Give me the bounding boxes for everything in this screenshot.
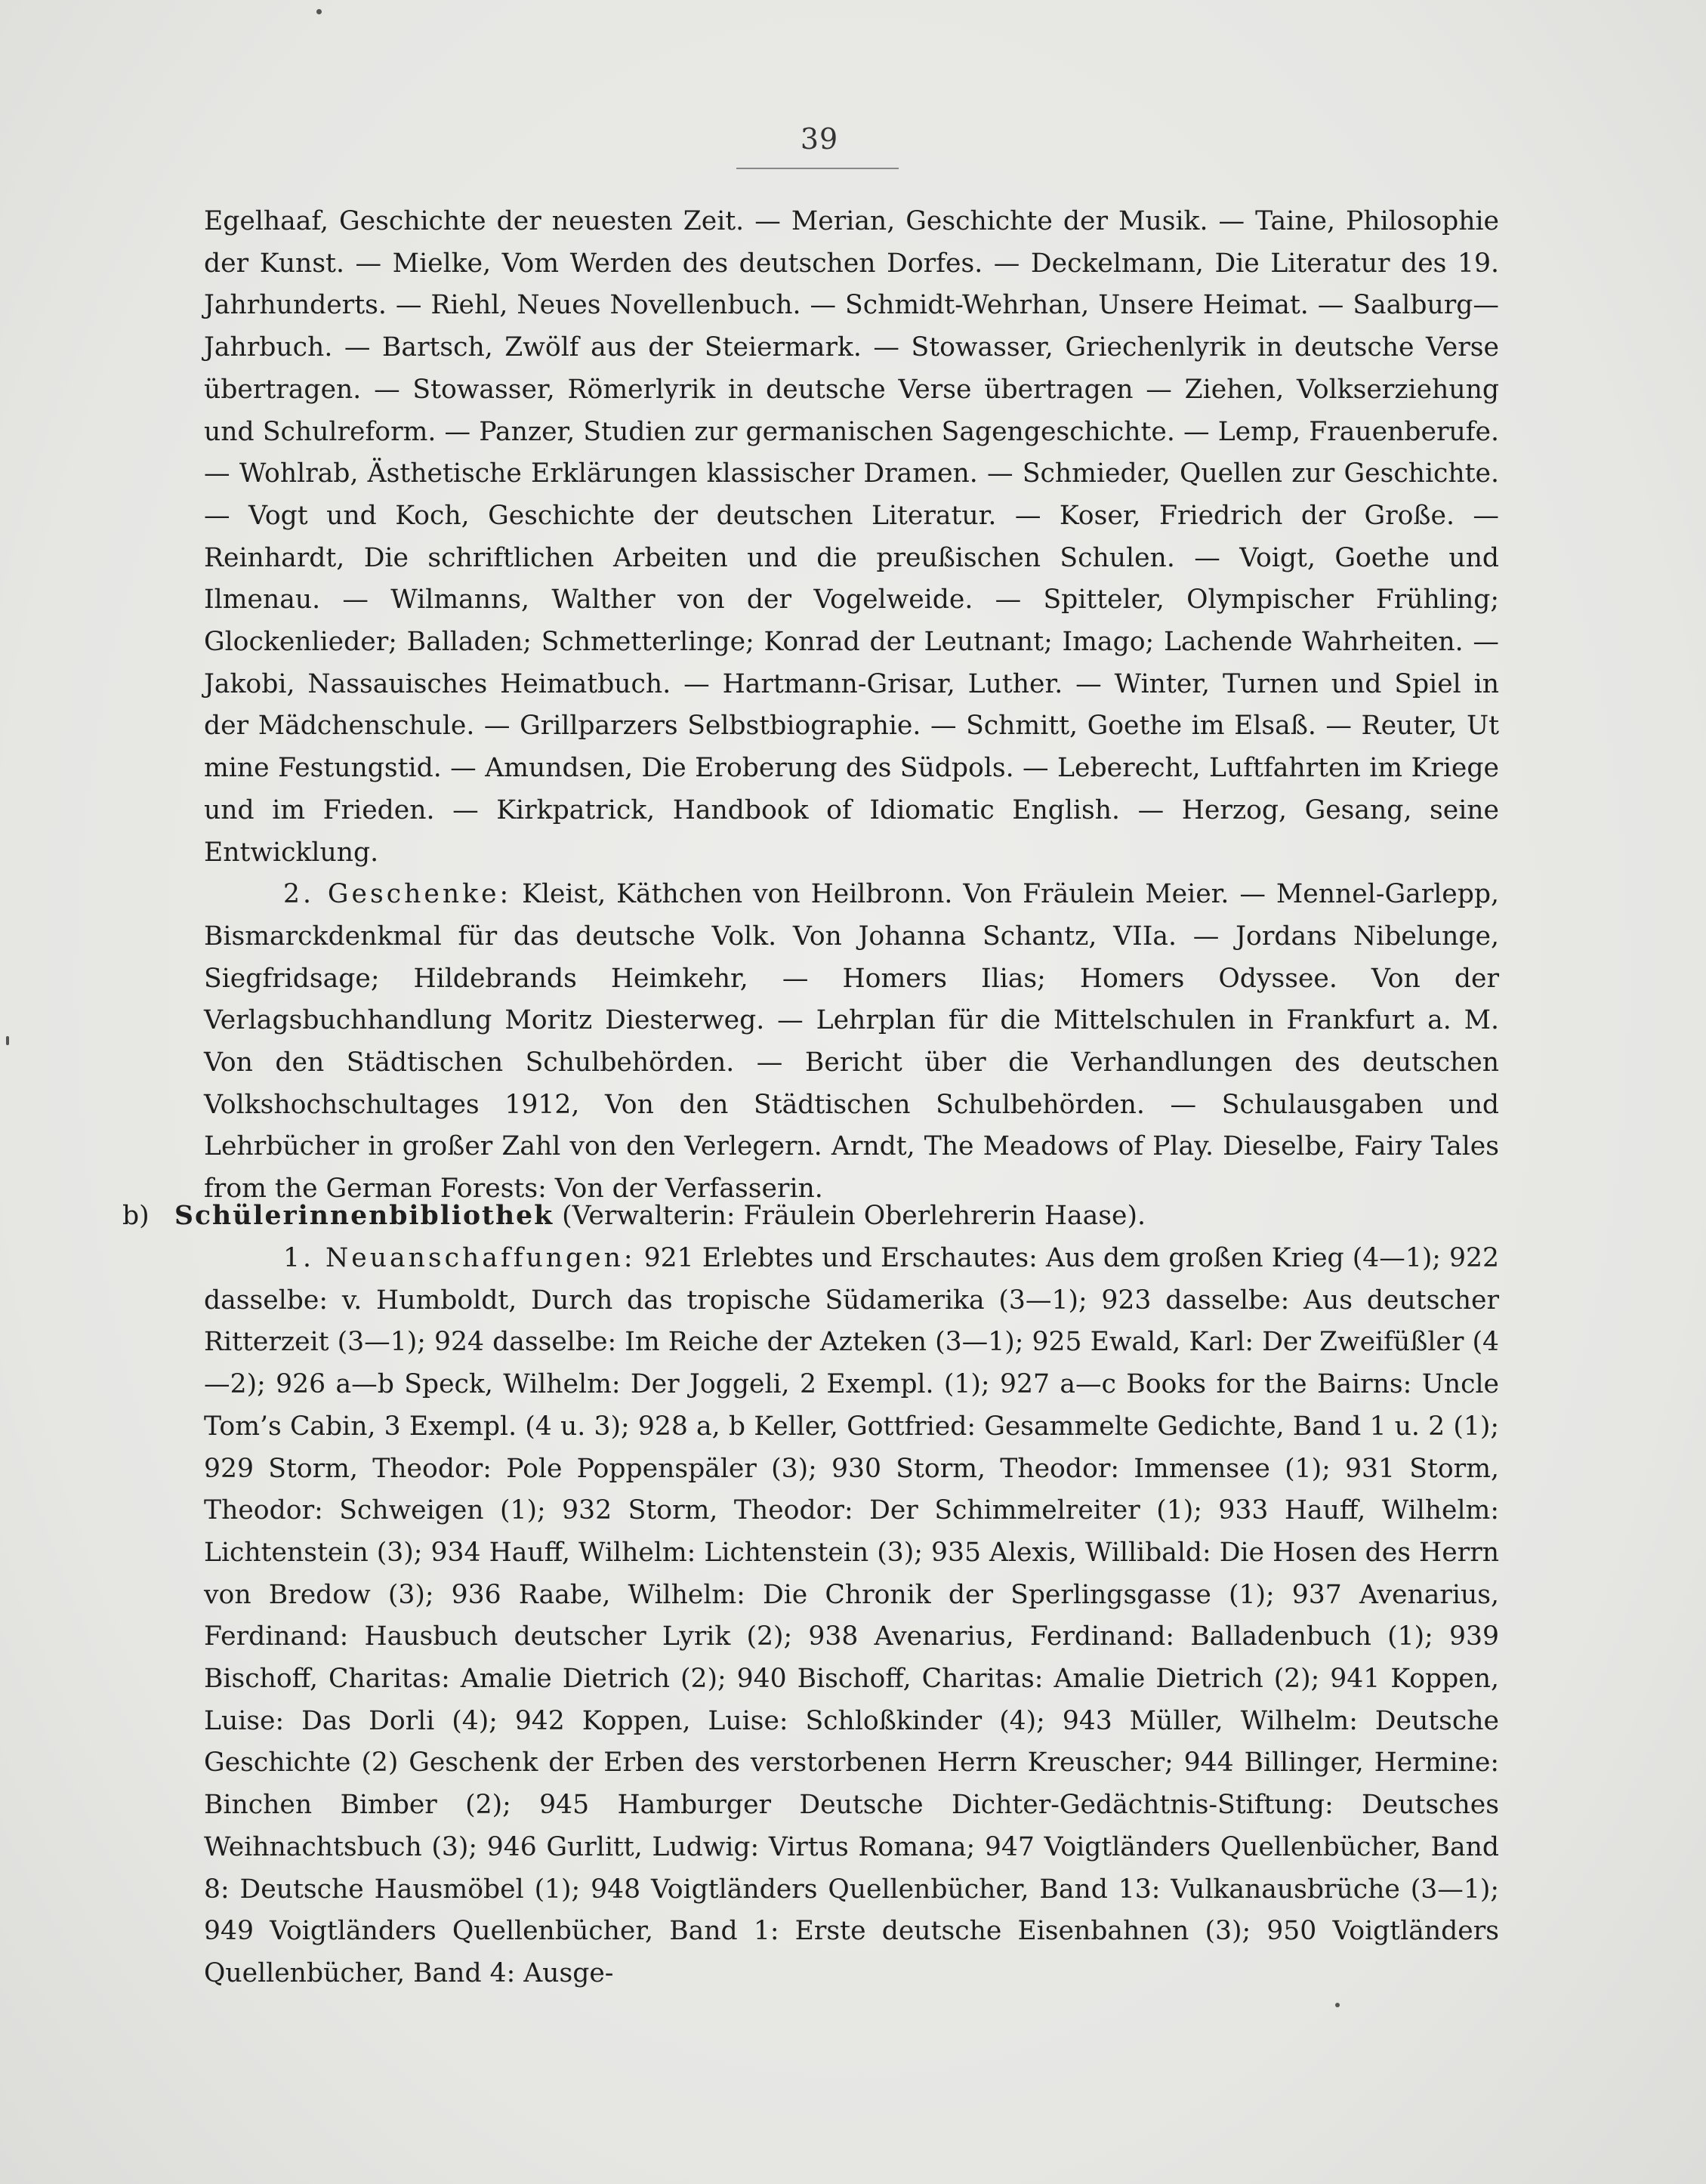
gifts-label: 2. Geschenke: (283, 879, 512, 910)
speck-mark (316, 9, 322, 14)
gifts-paragraph (204, 874, 1499, 1211)
speck-mark (1335, 2003, 1340, 2007)
student-library-acquisitions (204, 1238, 1499, 1995)
page-number: 39 (800, 122, 839, 156)
page-number-rule (736, 168, 899, 169)
section-b-admin: (Verwalterin: Fräulein Oberlehrerin Haase). (562, 1201, 1146, 1231)
new-acquisitions-list: Egelhaaf, Geschichte der neuesten Zeit. — Merian, Geschichte der Musik. — Taine, Philosophie der Kunst. — Mielke, Vom Werden des deutschen Dorfes. — Deckelmann, Die Literatur des 19. Jahrhunderts. — Riehl, Neues Novellenbuch. — Schmidt-Wehrhan, Unsere Heimat. — Saalburg—Jahrbuch. — Bartsch, Zwölf aus der Steiermark. — Stowasser, Griechenlyrik in deutsche Verse übertragen. — Stowasser, Römerlyrik in deutsche Verse übertragen — Ziehen, Volkserziehung und Schulreform. — Panzer, Studien zur germanischen Sagengeschichte. — Lemp, Frauenberufe. — Wohlrab, Ästhetische Erklärungen klassischer Dramen. — Schmieder, Quellen zur Geschichte. — Vogt und Koch, Geschichte der deutschen Literatur. — Koser, Friedrich der Große. — Reinhardt, Die schriftlichen Arbeiten und die preußischen Schulen. — Voigt, Goethe und Ilmenau. — Wilmanns, Walther von der Vogelweide. — Spitteler, Olympischer Frühling; Glockenlieder; Balladen; Schmetterlinge; Konrad der Leutnant; Imago; Lachende Wahrheiten. — Jakobi, Nassauisches Heimatbuch. — Hartmann-Grisar, Luther. — Winter, Turnen und Spiel in der Mädchenschule. — Grillparzers Selbstbiographie. — Schmitt, Goethe im Elsaß. — Reuter, Ut mine Festungstid. — Amundsen, Die Eroberung des Südpols. — Leberecht, Luftfahrten im Kriege und im Frieden. — Kirkpatrick, Handbook of Idiomatic English. — Herzog, Gesang, seine Entwicklung. (204, 206, 1499, 868)
speck-mark (6, 1036, 9, 1045)
acquisitions-label: 1. Neuanschaffungen: (283, 1243, 636, 1273)
section-b-label: b) (122, 1201, 150, 1231)
section-b-body (204, 1238, 1499, 1995)
gifts-text: Kleist, Käthchen von Heilbronn. Von Fräulein Meier. — Mennel-Garlepp, Bismarckdenkmal für das deutsche Volk. Von Johanna Schantz, VIIa. — Jordans Nibelunge, Siegfridsage; Hildebrands Heimkehr, — Homers Ilias; Homers Odyssee. Von der Verlagsbuchhandlung Moritz Diesterweg. — Lehrplan für die Mittelschulen in Frankfurt a. M. Von den Städtischen Schulbehörden. — Bericht über die Verhandlungen des deutschen Volkshochschultages 1912, Von den Städtischen Schulbehörden. — Schulausgaben und Lehrbücher in großer Zahl von den Verlegern. Arndt, The Meadows of Play. Dieselbe, Fairy Tales from the German Forests: Von der Verfasserin. (204, 879, 1500, 1205)
acquisitions-text: 921 Erlebtes und Erschautes: Aus dem großen Krieg (4—1); 922 dasselbe: v. Humboldt, Durch das tropische Südamerika (3—1); 923 dasselbe: Aus deutscher Ritterzeit (3—1); 924 dasselbe: Im Reiche der Azteken (3—1); 925 Ewald, Karl: Der Zweifüßler (4—2); 926 a—b Speck, Wilhelm: Der Joggeli, 2 Exempl. (1); 927 a—c Books for the Bairns: Uncle Tom’s Cabin, 3 Exempl. (4 u. 3); 928 a, b Keller, Gottfried: Gesammelte Gedichte, Band 1 u. 2 (1); 929 Storm, Theodor: Pole Poppenspäler (3); 930 Storm, Theodor: Immensee (1); 931 Storm, Theodor: Schweigen (1); 932 Storm, Theodor: Der Schimmelreiter (1); 933 Hauff, Wilhelm: Lichtenstein (3); 934 Hauff, Wilhelm: Lichtenstein (3); 935 Alexis, Willibald: Die Hosen des Herrn von Bredow (3); 936 Raabe, Wilhelm: Die Chronik der Sperlingsgasse (1); 937 Avenarius, Ferdinand: Hausbuch deutscher Lyrik (2); 938 Avenarius, Ferdinand: Balladenbuch (1); 939 Bischoff, Charitas: Amalie Dietrich (2); 940 Bischoff, Charitas: Amalie Dietrich (2); 941 Koppen, Luise: Das Dorli (4); 942 Koppen, Luise: Schloßkinder (4); 943 Müller, Wilhelm: Deutsche Geschichte (2) Geschenk der Erben des verstorbenen Herrn Kreuscher; 944 Billinger, Hermine: Binchen Bimber (2); 945 Hamburger Deutsche Dichter-Gedächtnis-Stiftung: Deutsches Weihnachtsbuch (3); 946 Gurlitt, Ludwig: Virtus Romana; 947 Voigtländers Quellenbücher, Band 8: Deutsche Hausmöbel (1); 948 Voigtländers Quellenbücher, Band 13: Vulkanausbrüche (3—1); 949 Voigtländers Quellenbücher, Band 1: Erste deutsche Eisenbahnen (3); 950 Voigtländers Quellenbücher, Band 4: Ausge- (204, 1243, 1500, 1988)
section-b-title: Schülerinnenbibliothek (174, 1201, 554, 1231)
section-b-heading (122, 1195, 1499, 1238)
section-a-body (204, 201, 1499, 1211)
